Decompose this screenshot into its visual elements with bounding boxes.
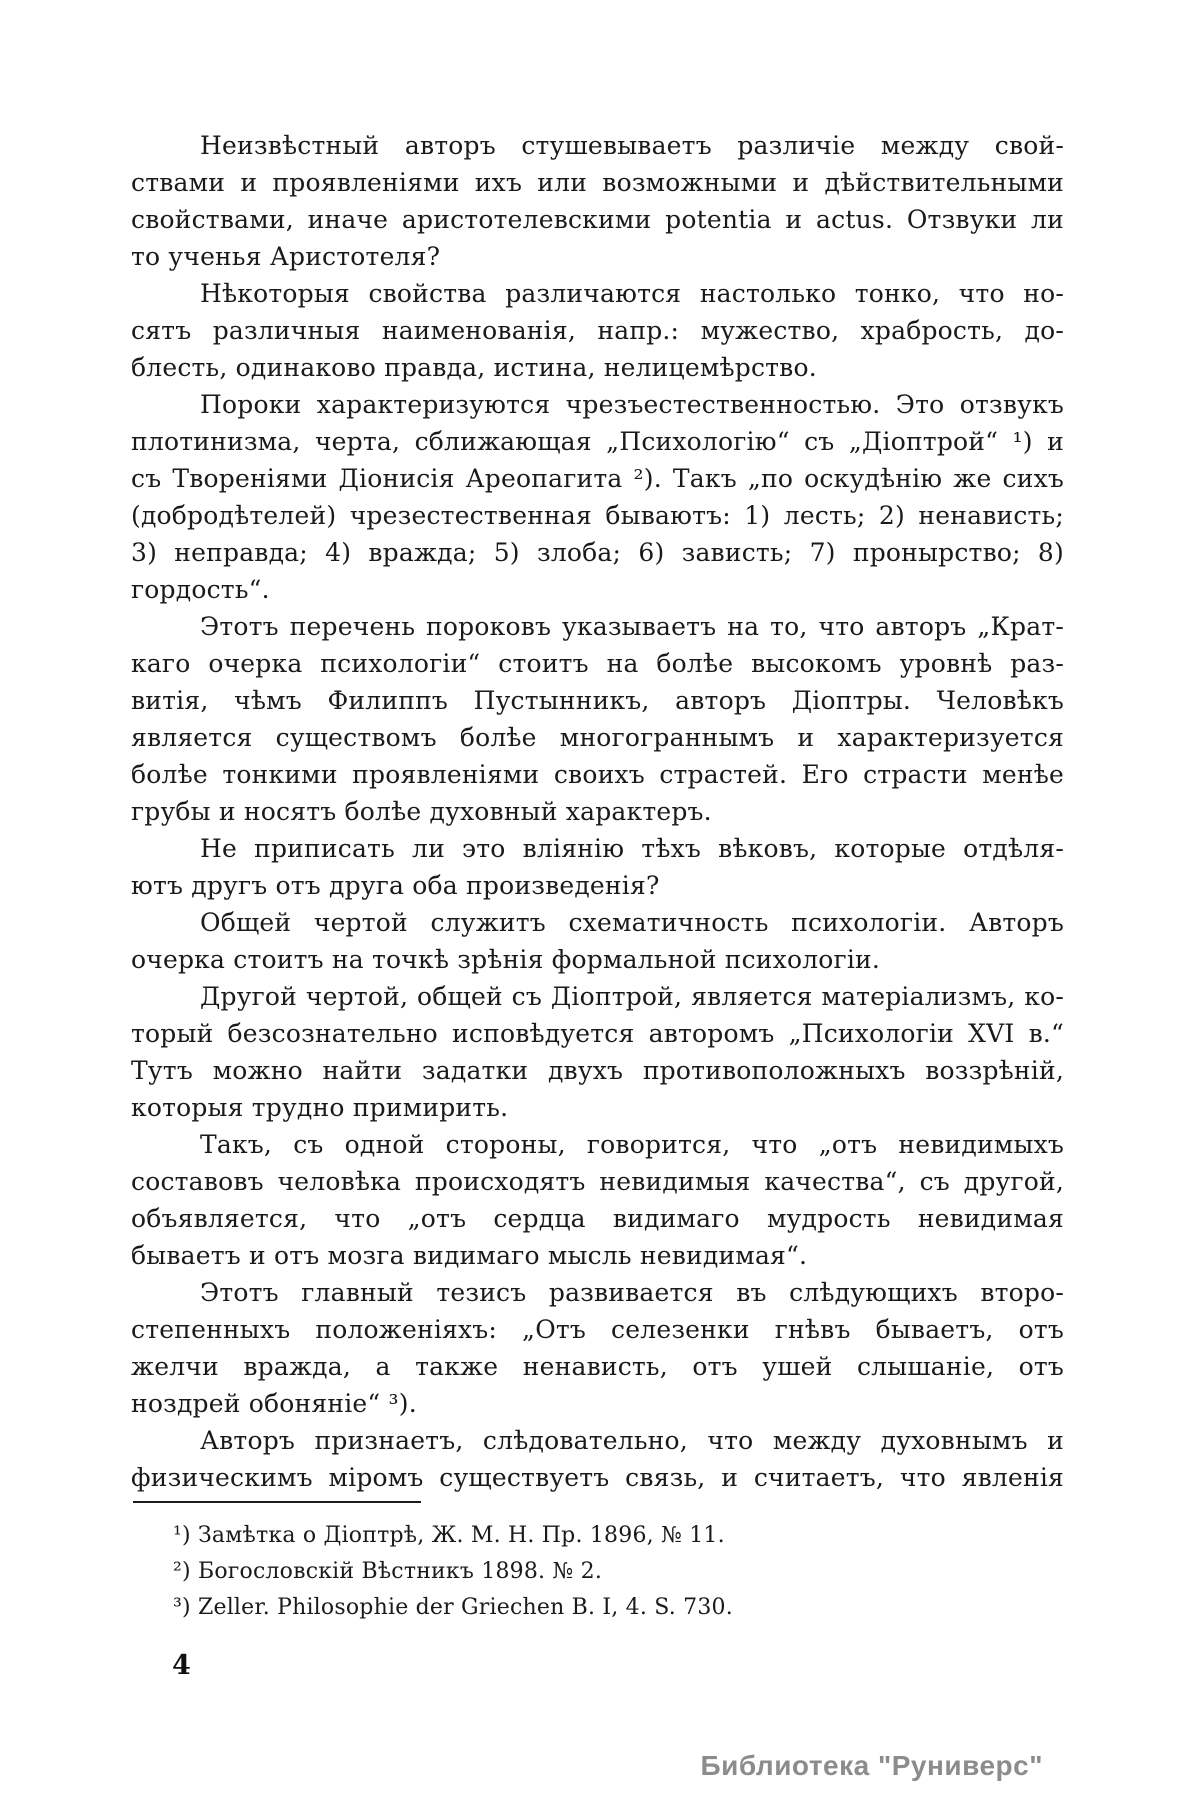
footnotes (173, 1518, 1053, 1626)
text-line: составовъ человѣка происходятъ невидимыя качества“, съ другой, (131, 1167, 1064, 1196)
text-line: желчи вражда, а также ненависть, отъ ушей слышаніе, отъ (131, 1352, 1064, 1381)
paragraph (131, 275, 1064, 386)
text-line: Нѣкоторыя свойства различаются настолько тонко, что но- (200, 279, 1064, 308)
text-line: которыя трудно примирить. (131, 1093, 509, 1122)
text-line: Тутъ можно найти задатки двухъ противоположныхъ воззрѣній, (131, 1056, 1064, 1085)
text-line: Авторъ признаетъ, слѣдовательно, что между духовнымъ и (200, 1426, 1064, 1455)
text-line: грубы и носятъ болѣе духовный характеръ. (131, 797, 712, 826)
text-line: то ученья Аристотеля? (131, 242, 441, 271)
footnote: ¹) Замѣтка о Діоптрѣ, Ж. М. Н. Пр. 1896, № 11. (173, 1523, 725, 1548)
paragraph (131, 1422, 1064, 1496)
paragraph (131, 386, 1064, 608)
paragraph (131, 608, 1064, 830)
text-line: бываетъ и отъ мозга видимаго мысль невидимая“. (131, 1241, 808, 1270)
text-line: Этотъ главный тезисъ развивается въ слѣдующихъ второ- (200, 1278, 1064, 1307)
text-line: Неизвѣстный авторъ стушевываетъ различіе между свой- (200, 131, 1064, 160)
text-line: физическимъ міромъ существуетъ связь, и считаетъ, что явленія (131, 1463, 1064, 1492)
paragraph (131, 127, 1064, 275)
text-block (131, 127, 1064, 1496)
text-line: каго очерка психологіи“ стоитъ на болѣе высокомъ уровнѣ раз- (131, 649, 1064, 678)
paragraph (131, 978, 1064, 1126)
watermark: Библиотека "Руниверс" (700, 1750, 1043, 1781)
text-line: съ Твореніями Діонисія Ареопагита ²). Такъ „по оскудѣнію же сихъ (131, 464, 1064, 493)
text-line: ноздрей обоняніе“ ³). (131, 1389, 417, 1418)
text-line: блесть, одинаково правда, истина, нелицемѣрство. (131, 353, 817, 382)
text-line: ствами и проявленіями ихъ или возможными и дѣйствительными (131, 168, 1064, 197)
text-line: торый безсознательно исповѣдуется авторомъ „Психологіи XVI в.“ (131, 1019, 1064, 1048)
text-line: витія, чѣмъ Филиппъ Пустынникъ, авторъ Діоптры. Человѣкъ (131, 686, 1064, 715)
paragraph (131, 1126, 1064, 1274)
footnote: ³) Zeller. Philosophie der Griechen B. I, 4. S. 730. (173, 1595, 733, 1620)
paragraph (131, 830, 1064, 904)
text-line: Не приписать ли это вліянію тѣхъ вѣковъ, которые отдѣля- (200, 834, 1064, 863)
text-line: (добродѣтелей) чрезестественная бываютъ: 1) лесть; 2) ненависть; (131, 501, 1064, 530)
text-line: ютъ другъ отъ друга оба произведенія? (131, 871, 660, 900)
text-line: болѣе тонкими проявленіями своихъ страстей. Его страсти менѣе (131, 760, 1064, 789)
text-line: Общей чертой служитъ схематичность психологіи. Авторъ (200, 908, 1064, 937)
text-line: Такъ, съ одной стороны, говорится, что „отъ невидимыхъ (200, 1130, 1064, 1159)
text-line: объявляется, что „отъ сердца видимаго мудрость невидимая (131, 1204, 1064, 1233)
text-line: очерка стоитъ на точкѣ зрѣнія формальной психологіи. (131, 945, 881, 974)
page-number: 4 (172, 1650, 191, 1681)
text-line: является существомъ болѣе многограннымъ и характеризуется (131, 723, 1064, 752)
text-line: гордость“. (131, 575, 270, 604)
text-line: свойствами, иначе аристотелевскими potentia и actus. Отзвуки ли (131, 205, 1064, 234)
paragraph (131, 1274, 1064, 1422)
text-line: сятъ различныя наименованія, напр.: мужество, храбрость, до- (131, 316, 1064, 345)
paragraph (131, 904, 1064, 978)
footnote-separator (133, 1501, 421, 1503)
text-line: Этотъ перечень пороковъ указываетъ на то, что авторъ „Крат- (200, 612, 1064, 641)
text-line: Пороки характеризуются чрезъестественностью. Это отзвукъ (200, 390, 1064, 419)
text-line: степенныхъ положеніяхъ: „Отъ селезенки гнѣвъ бываетъ, отъ (131, 1315, 1064, 1344)
text-line: плотинизма, черта, сближающая „Психологію“ съ „Діоптрой“ ¹) и (131, 427, 1064, 456)
text-line: Другой чертой, общей съ Діоптрой, является матеріализмъ, ко- (200, 982, 1064, 1011)
footnote: ²) Богословскій Вѣстникъ 1898. № 2. (173, 1559, 603, 1584)
text-line: 3) неправда; 4) вражда; 5) злоба; 6) зависть; 7) пронырство; 8) (131, 538, 1064, 567)
